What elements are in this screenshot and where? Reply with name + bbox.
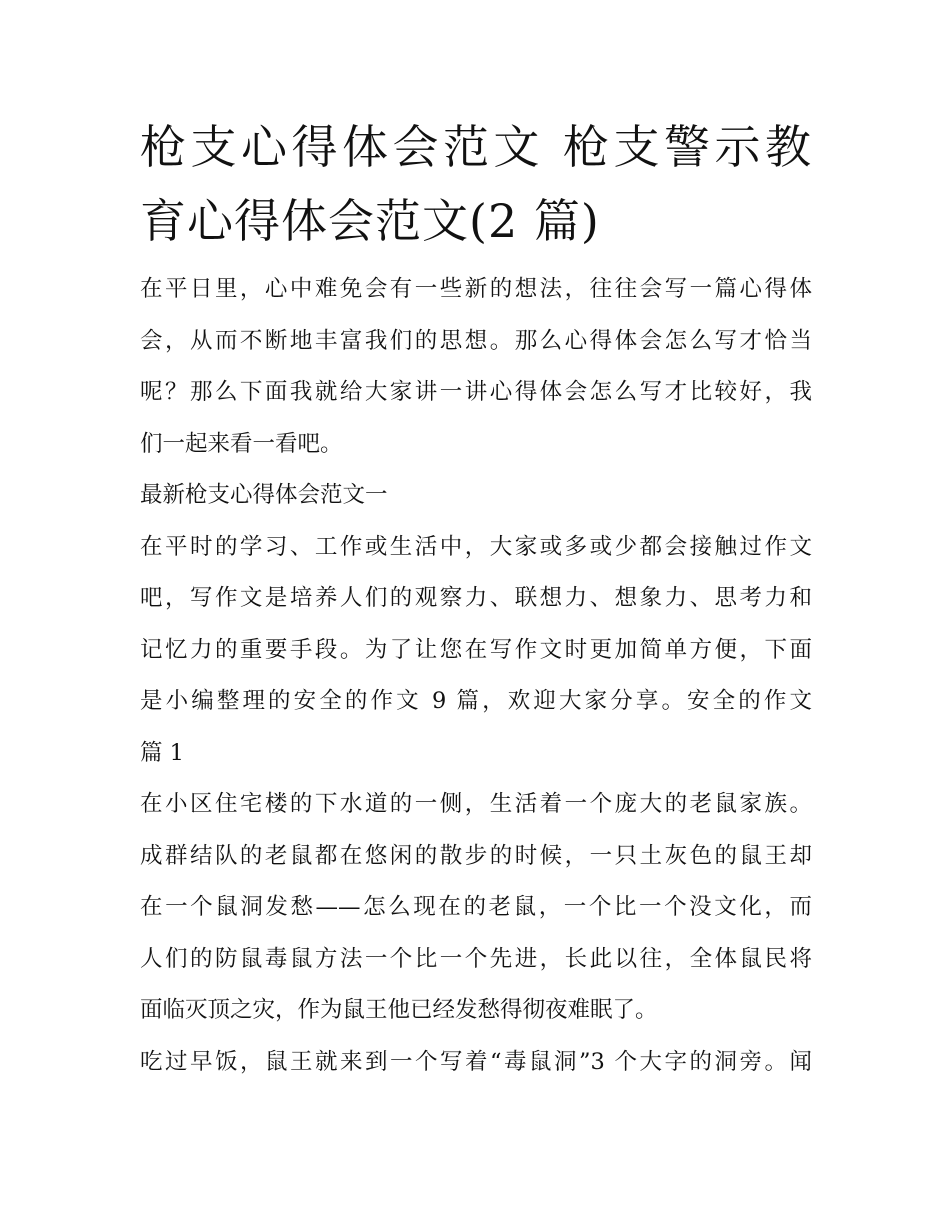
text-line: 会，从而不断地丰富我们的思想。那么心得体会怎么写才恰当: [140, 327, 812, 354]
section-heading-text: 最新枪支心得体会范文一: [140, 482, 388, 508]
text-line: 人们的防鼠毒鼠方法一个比一个先进，长此以往，全体鼠民将: [140, 945, 812, 972]
body-paragraph-1: [140, 522, 812, 780]
text-line: 在小区住宅楼的下水道的一侧，生活着一个庞大的老鼠家族。: [140, 791, 812, 817]
section-heading: [140, 470, 812, 522]
text-line: 成群结队的老鼠都在悠闲的散步的时候，一只土灰色的鼠王却: [140, 842, 812, 869]
document-page: [140, 110, 812, 1088]
intro-paragraph: [140, 264, 812, 470]
text-line: 吧，写作文是培养人们的观察力、联想力、想象力、思考力和: [140, 585, 812, 611]
text-line: 是小编整理的安全的作文 9 篇，欢迎大家分享。安全的作文: [140, 688, 812, 714]
text-line: 在平日里，心中难免会有一些新的想法，往往会写一篇心得体: [140, 276, 812, 302]
text-line: 呢？那么下面我就给大家讲一讲心得体会怎么写才比较好，我: [140, 379, 812, 405]
text-line: 在一个鼠洞发愁——怎么现在的老鼠，一个比一个没文化，而: [140, 894, 812, 920]
title-line: 枪支心得体会范文 枪支警示教: [140, 120, 812, 174]
text-line: 面临灭顶之灾，作为鼠王他已经发愁得彻夜难眠了。: [140, 997, 658, 1023]
text-line: 篇 1: [140, 739, 184, 766]
document-title: [140, 110, 812, 258]
body-paragraph-3: [140, 1037, 812, 1089]
body-paragraph-2: [140, 779, 812, 1037]
text-line: 记忆力的重要手段。为了让您在写作文时更加简单方便，下面: [140, 636, 812, 663]
title-line: 育心得体会范文(2 篇): [140, 194, 600, 248]
text-line: 在平时的学习、工作或生活中，大家或多或少都会接触过作文: [140, 533, 812, 560]
text-line: 们一起来看一看吧。: [140, 430, 343, 457]
text-line: 吃过早饭，鼠王就来到一个写着“毒鼠洞”3 个大字的洞旁。闻: [140, 1048, 812, 1075]
